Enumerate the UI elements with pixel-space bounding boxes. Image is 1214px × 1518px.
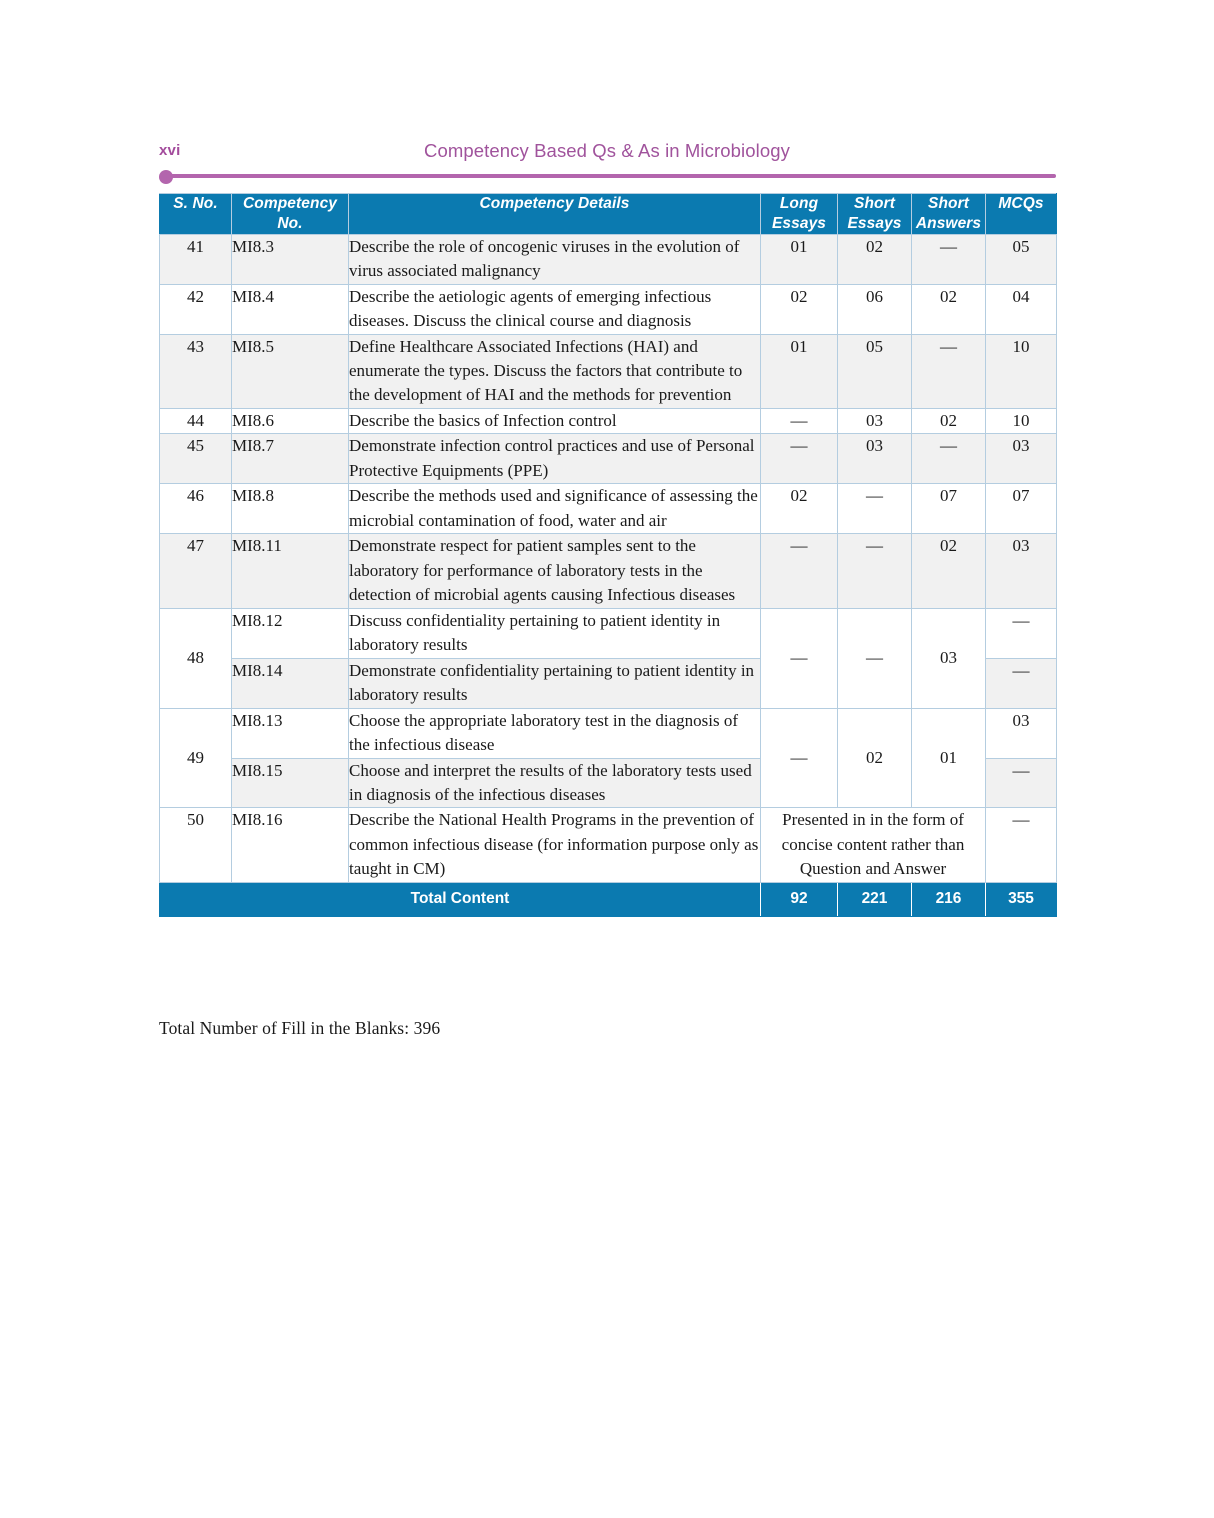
table-row (160, 434, 1057, 484)
cell-mcqs: 05 (986, 234, 1057, 284)
cell-long-essays: — (761, 408, 838, 433)
cell-short-essays: 02 (838, 708, 912, 808)
table-row (160, 608, 1057, 658)
cell-short-essays: 03 (838, 408, 912, 433)
cell-competency-details: Choose the appropriate laboratory test in the diagnosis of the infectious disease (349, 708, 761, 758)
cell-mcqs: 03 (986, 708, 1057, 758)
cell-short-essays: 06 (838, 284, 912, 334)
cell-competency-no: MI8.15 (232, 758, 349, 808)
competency-table (159, 193, 1057, 917)
cell-competency-no: MI8.12 (232, 608, 349, 658)
cell-competency-no: MI8.11 (232, 534, 349, 608)
cell-long-essays: — (761, 434, 838, 484)
cell-sno: 44 (160, 408, 232, 433)
table-body (160, 234, 1057, 916)
cell-sno: 45 (160, 434, 232, 484)
table-row (160, 334, 1057, 408)
cell-mcqs: — (986, 808, 1057, 882)
cell-short-essays: 02 (838, 234, 912, 284)
cell-short-answers: 02 (912, 534, 986, 608)
total-short-essays: 221 (838, 882, 912, 916)
table-row (160, 808, 1057, 882)
cell-mcqs: 03 (986, 534, 1057, 608)
cell-mcqs: 10 (986, 334, 1057, 408)
cell-competency-details: Describe the aetiologic agents of emerging infectious diseases. Discuss the clinical course and diagnosis (349, 284, 761, 334)
cell-competency-no: MI8.14 (232, 658, 349, 708)
cell-short-answers: 03 (912, 608, 986, 708)
cell-long-essays: 02 (761, 284, 838, 334)
cell-competency-no: MI8.13 (232, 708, 349, 758)
table-row (160, 484, 1057, 534)
cell-short-answers: 02 (912, 408, 986, 433)
cell-presentation-note: Presented in in the form of concise content rather than Question and Answer (761, 808, 986, 882)
cell-competency-details: Discuss confidentiality pertaining to patient identity in laboratory results (349, 608, 761, 658)
total-short-answers: 216 (912, 882, 986, 916)
cell-competency-no: MI8.16 (232, 808, 349, 882)
col-header-mcqs: MCQs (986, 194, 1057, 235)
cell-mcqs: 07 (986, 484, 1057, 534)
cell-short-answers: — (912, 434, 986, 484)
cell-mcqs: — (986, 608, 1057, 658)
cell-short-answers: — (912, 334, 986, 408)
cell-short-essays: 05 (838, 334, 912, 408)
cell-long-essays: 01 (761, 234, 838, 284)
cell-competency-no: MI8.8 (232, 484, 349, 534)
cell-short-answers: 02 (912, 284, 986, 334)
competency-table-wrapper (159, 193, 1056, 917)
total-mcqs: 355 (986, 882, 1057, 916)
cell-competency-details: Choose and interpret the results of the laboratory tests used in diagnosis of the infectious diseases (349, 758, 761, 808)
cell-short-answers: — (912, 234, 986, 284)
col-header-sno: S. No. (160, 194, 232, 235)
cell-competency-no: MI8.5 (232, 334, 349, 408)
cell-short-answers: 01 (912, 708, 986, 808)
col-header-short-answers: Short Answers (912, 194, 986, 235)
cell-competency-details: Demonstrate confidentiality pertaining to patient identity in laboratory results (349, 658, 761, 708)
cell-sno: 49 (160, 708, 232, 808)
cell-sno: 48 (160, 608, 232, 708)
cell-short-essays: — (838, 534, 912, 608)
total-label: Total Content (160, 882, 761, 916)
cell-competency-details: Describe the methods used and significance of assessing the microbial contamination of food, water and air (349, 484, 761, 534)
cell-long-essays: 02 (761, 484, 838, 534)
table-header (160, 194, 1057, 235)
cell-competency-no: MI8.6 (232, 408, 349, 433)
cell-competency-no: MI8.3 (232, 234, 349, 284)
cell-competency-details: Demonstrate infection control practices and use of Personal Protective Equipments (PPE) (349, 434, 761, 484)
cell-short-essays: — (838, 608, 912, 708)
cell-sno: 50 (160, 808, 232, 882)
cell-competency-no: MI8.7 (232, 434, 349, 484)
cell-sno: 46 (160, 484, 232, 534)
running-head-title: Competency Based Qs & As in Microbiology (424, 140, 790, 161)
cell-short-essays: — (838, 484, 912, 534)
page-folio: xvi (159, 142, 181, 159)
cell-long-essays: — (761, 534, 838, 608)
cell-short-answers: 07 (912, 484, 986, 534)
table-row (160, 234, 1057, 284)
table-total-row (160, 882, 1057, 916)
table-row (160, 708, 1057, 758)
cell-competency-details: Demonstrate respect for patient samples sent to the laboratory for performance of laboratory tests in the detection of microbial agents causing Infectious diseases (349, 534, 761, 608)
cell-competency-details: Describe the basics of Infection control (349, 408, 761, 433)
table-row (160, 534, 1057, 608)
cell-competency-details: Describe the National Health Programs in the prevention of common infectious disease (for information purpose only as taught in CM) (349, 808, 761, 882)
cell-mcqs: 10 (986, 408, 1057, 433)
cell-long-essays: — (761, 708, 838, 808)
cell-long-essays: — (761, 608, 838, 708)
col-header-competency-details: Competency Details (349, 194, 761, 235)
cell-sno: 42 (160, 284, 232, 334)
footnote-fill-in-blanks: Total Number of Fill in the Blanks: 396 (159, 1018, 441, 1038)
cell-sno: 41 (160, 234, 232, 284)
cell-mcqs: — (986, 658, 1057, 708)
col-header-short-essays: Short Essays (838, 194, 912, 235)
col-header-long-essays: Long Essays (761, 194, 838, 235)
header-rule (159, 170, 1056, 184)
total-long-essays: 92 (761, 882, 838, 916)
header-rule-line (165, 174, 1056, 178)
cell-competency-details: Define Healthcare Associated Infections (HAI) and enumerate the types. Discuss the factors that contribute to the development of HAI and the methods for prevention (349, 334, 761, 408)
cell-mcqs: 03 (986, 434, 1057, 484)
cell-competency-no: MI8.4 (232, 284, 349, 334)
cell-mcqs: 04 (986, 284, 1057, 334)
col-header-competency-no: Competency No. (232, 194, 349, 235)
cell-sno: 43 (160, 334, 232, 408)
table-row (160, 408, 1057, 433)
cell-sno: 47 (160, 534, 232, 608)
cell-mcqs: — (986, 758, 1057, 808)
table-row (160, 284, 1057, 334)
running-head (159, 140, 1055, 170)
cell-long-essays: 01 (761, 334, 838, 408)
cell-competency-details: Describe the role of oncogenic viruses in the evolution of virus associated malignancy (349, 234, 761, 284)
table-header-row (160, 194, 1057, 235)
cell-short-essays: 03 (838, 434, 912, 484)
